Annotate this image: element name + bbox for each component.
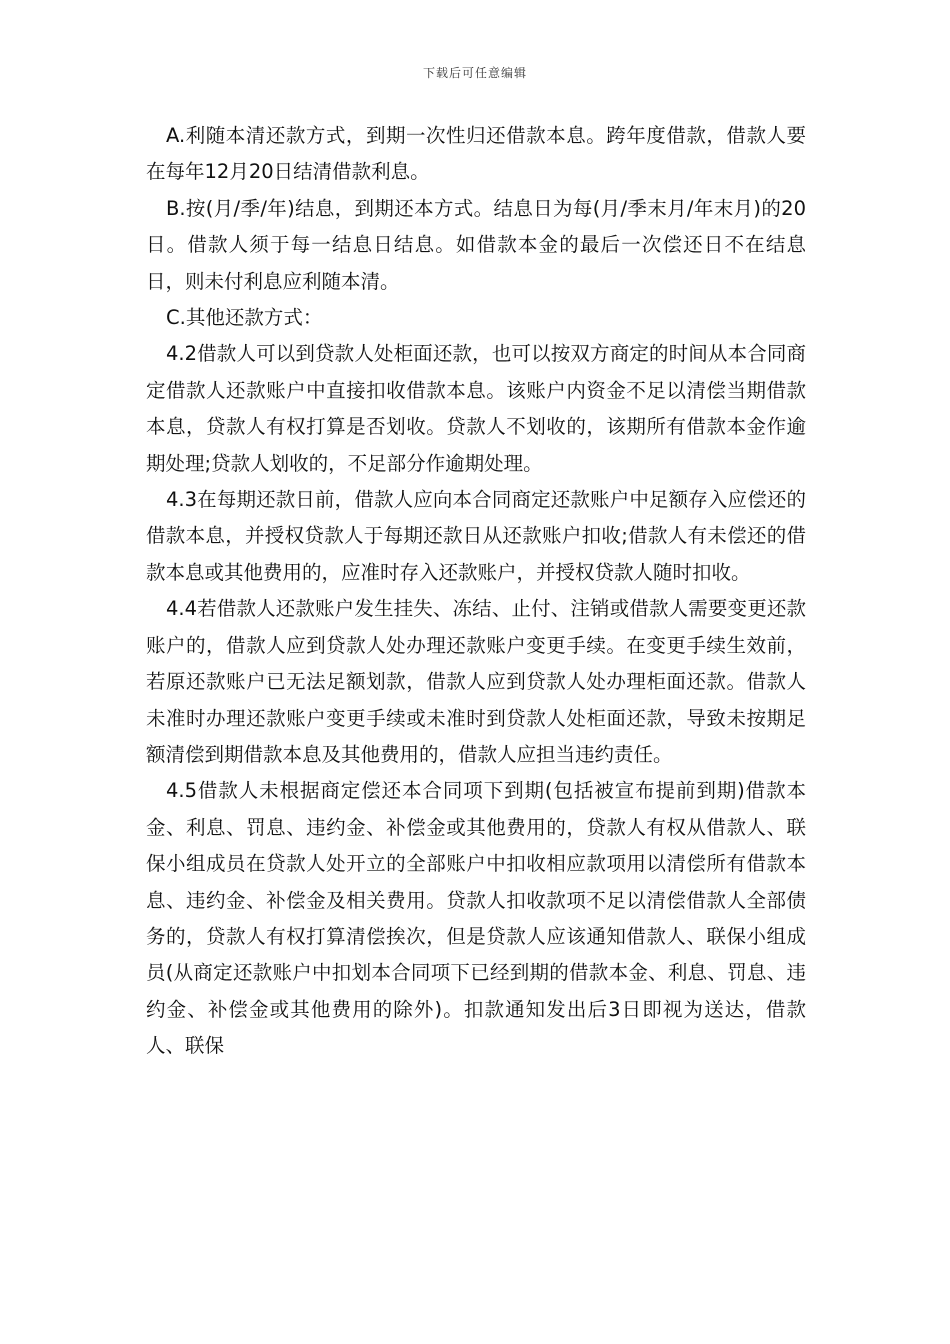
paragraph-clause-4-4: 4.4若借款人还款账户发生挂失、冻结、止付、注销或借款人需要变更还款账户的，借款人应到贷款人处办理还款账户变更手续。在变更手续生效前，若原还款账户已无法足额划款，借款人应到贷款人处办理柜面还款。借款人未准时办理还款账户变更手续或未准时到贷款人处柜面还款，导致未按期足额清偿到期借款本息及其他费用的，借款人应担当违约责任。	[146, 597, 806, 766]
paragraph-repayment-a: A.利随本清还款方式，到期一次性归还借款本息。跨年度借款，借款人要在每年12月20日结清借款利息。	[146, 124, 806, 184]
paragraph-clause-4-2: 4.2借款人可以到贷款人处柜面还款，也可以按双方商定的时间从本合同商定借款人还款账户中直接扣收借款本息。该账户内资金不足以清偿当期借款本息，贷款人有权打算是否划收。贷款人不划收的，该期所有借款本金作逾期处理;贷款人划收的，不足部分作逾期处理。	[146, 342, 806, 475]
page-header: 下载后可任意编辑	[422, 66, 527, 80]
paragraph-clause-4-5: 4.5借款人未根据商定偿还本合同项下到期(包括被宣布提前到期)借款本金、利息、罚息、违约金、补偿金或其他费用的，贷款人有权从借款人、联保小组成员在贷款人处开立的全部账户中扣收相应款项用以清偿所有借款本息、违约金、补偿金及相关费用。贷款人扣收款项不足以清偿借款人全部债务的，贷款人有权打算清偿挨次，但是贷款人应该通知借款人、联保小组成员(从商定还款账户中扣划本合同项下已经到期的借款本金、利息、罚息、违约金、补偿金或其他费用的除外)。扣款通知发出后3日即视为送达，借款人、联保	[146, 779, 806, 1058]
paragraph-repayment-c: C.其他还款方式：	[166, 306, 323, 330]
document-body	[146, 118, 806, 1065]
paragraph-clause-4-3: 4.3在每期还款日前，借款人应向本合同商定还款账户中足额存入应偿还的借款本息，并授权贷款人于每期还款日从还款账户扣收;借款人有未偿还的借款本息或其他费用的，应准时存入还款账户，并授权贷款人随时扣收。	[146, 488, 806, 584]
paragraph-repayment-b: B.按(月/季/年)结息，到期还本方式。结息日为每(月/季末月/年末月)的20日。借款人须于每一结息日结息。如借款本金的最后一次偿还日不在结息日，则未付利息应利随本清。	[146, 196, 806, 293]
